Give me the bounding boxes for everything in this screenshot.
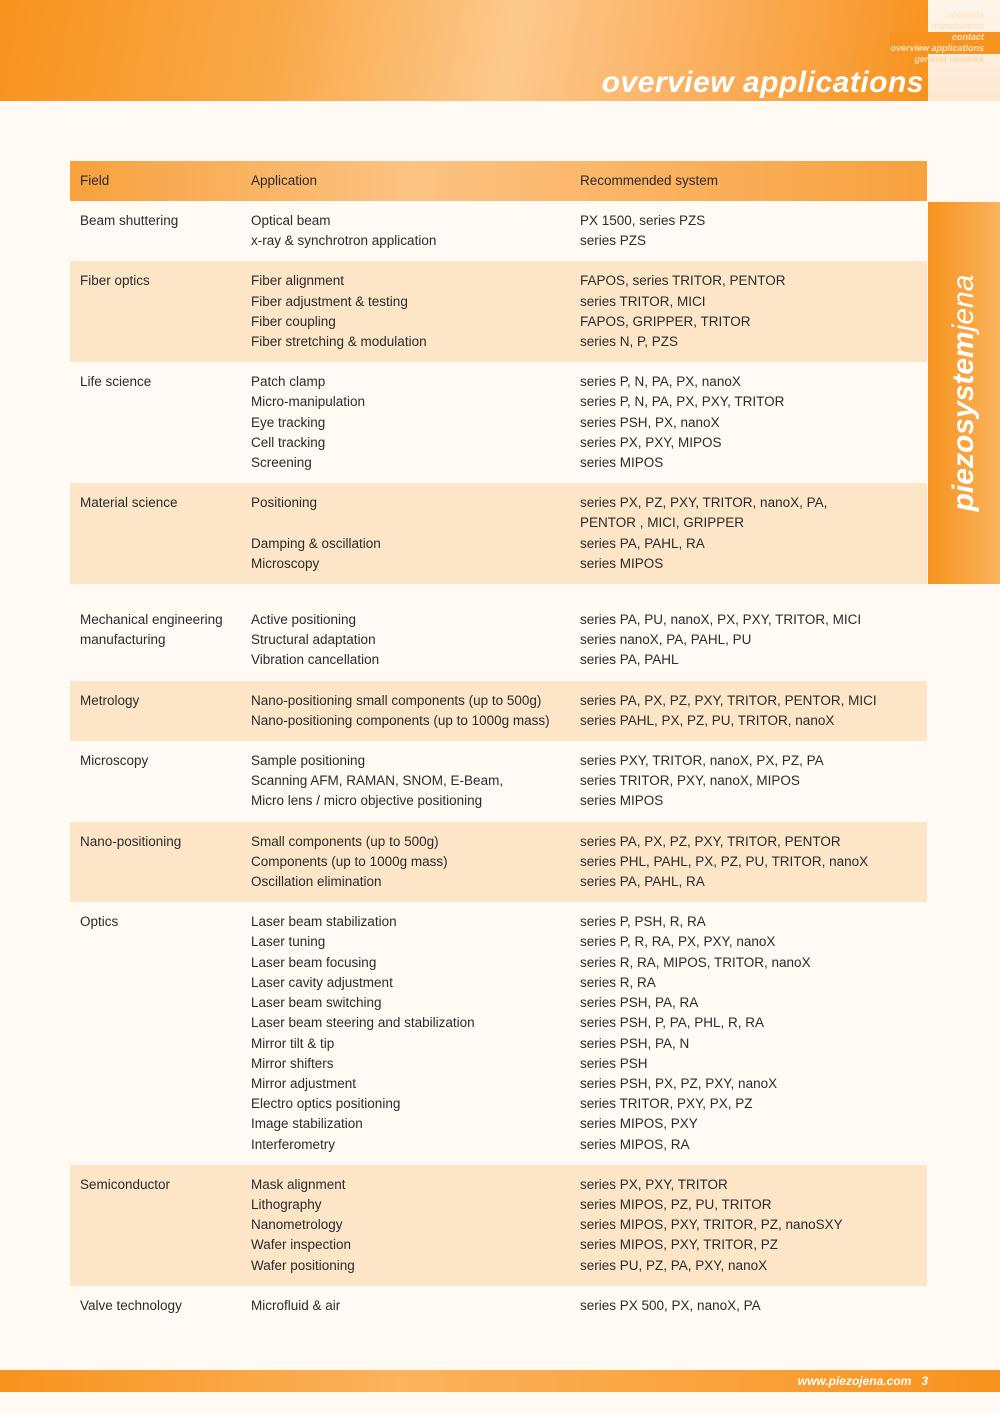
cell-line: Active positioning: [251, 612, 357, 628]
nav-item-general-remarks[interactable]: general remarks: [914, 54, 984, 64]
cell-line: Cell tracking: [251, 434, 326, 450]
cell-line: PENTOR , MICI, GRIPPER: [580, 515, 745, 531]
footer-bar: [0, 1370, 1000, 1392]
cell-line: Laser tuning: [251, 934, 326, 950]
cell-line: series MIPOS, PXY, TRITOR, PZ: [580, 1237, 779, 1253]
cell-line: Life science: [80, 374, 152, 390]
cell-line: series P, N, PA, PX, PXY, TRITOR: [580, 394, 785, 410]
brand-part2: jena: [947, 274, 980, 332]
cell-line: series PSH, PA, RA: [580, 995, 699, 1011]
application-cell: [241, 211, 570, 251]
cell-line: Components (up to 1000g mass): [251, 853, 448, 869]
header-application: Application: [251, 173, 318, 188]
table-row: [70, 741, 927, 822]
application-cell: [241, 1175, 570, 1276]
cell-line: series nanoX, PA, PAHL, PU: [580, 632, 752, 648]
cell-line: Image stabilization: [251, 1116, 363, 1132]
application-cell: [241, 271, 570, 352]
cell-line: series PSH, PX, nanoX: [580, 414, 720, 430]
application-cell: [241, 493, 570, 574]
cell-line: FAPOS, series TRITOR, PENTOR: [580, 273, 786, 289]
application-cell: [241, 912, 570, 1154]
cell-line: series PSH, PX, PZ, PXY, nanoX: [580, 1075, 778, 1091]
cell-line: Fiber adjustment & testing: [251, 293, 408, 309]
cell-line: series MIPOS, PXY: [580, 1116, 698, 1132]
cell-line: Small components (up to 500g): [251, 833, 439, 849]
cell-line: Micro lens / micro objective positioning: [251, 793, 483, 809]
field-cell: [70, 610, 241, 671]
cell-line: Nano-positioning small components (up to 500g): [251, 692, 542, 708]
header-recommended-system: Recommended system: [580, 173, 719, 188]
cell-line: series P, PSH, R, RA: [580, 914, 706, 930]
cell-line: series MIPOS, PZ, PU, TRITOR: [580, 1196, 772, 1212]
application-cell: [241, 691, 570, 731]
cell-line: series PXY, TRITOR, nanoX, PX, PZ, PA: [580, 753, 824, 769]
cell-line: Fiber coupling: [251, 313, 336, 329]
cell-line: series N, P, PZS: [580, 334, 679, 350]
cell-line: Positioning: [251, 495, 318, 511]
cell-line: series PHL, PAHL, PX, PZ, PU, TRITOR, nanoX: [580, 853, 869, 869]
cell-line: series PA, PAHL, RA: [580, 874, 705, 890]
cell-line: series P, N, PA, PX, nanoX: [580, 374, 741, 390]
cell-line: x-ray & synchrotron application: [251, 233, 437, 249]
cell-line: Sample positioning: [251, 753, 366, 769]
field-cell: [70, 912, 241, 1154]
system-cell: [570, 271, 927, 352]
section-nav: [890, 10, 984, 65]
cell-line: Micro-manipulation: [251, 394, 366, 410]
table-row: [70, 681, 927, 741]
table-row: [70, 600, 927, 681]
brand-logo: [947, 275, 981, 512]
cell-line: Eye tracking: [251, 414, 326, 430]
table-row: [70, 1286, 927, 1326]
cell-line: series MIPOS: [580, 555, 664, 571]
system-cell: [570, 372, 927, 473]
cell-line: Metrology: [80, 692, 140, 708]
cell-line: Interferometry: [251, 1136, 336, 1152]
cell-line: Microscopy: [80, 753, 149, 769]
cell-line: Optical beam: [251, 213, 331, 228]
cell-line: PX 1500, series PZS: [580, 213, 706, 228]
cell-line: Semiconductor: [80, 1176, 171, 1192]
application-cell: [241, 1296, 570, 1316]
cell-line: series R, RA: [580, 974, 656, 990]
cell-line: series PSH, P, PA, PHL, R, RA: [580, 1015, 765, 1031]
cell-line: Wafer positioning: [251, 1257, 355, 1273]
cell-line: Material science: [80, 495, 178, 511]
system-cell: [570, 832, 927, 893]
system-cell: [570, 912, 927, 1154]
cell-line: series PA, PAHL: [580, 652, 679, 668]
field-cell: [70, 211, 241, 251]
cell-line: Laser beam stabilization: [251, 914, 397, 930]
field-cell: [70, 493, 241, 574]
cell-line: series PZS: [580, 233, 647, 249]
cell-line: Lithography: [251, 1196, 322, 1212]
table-header: [70, 161, 927, 201]
cell-line: Screening: [251, 455, 312, 471]
cell-line: series PA, PX, PZ, PXY, TRITOR, PENTOR, MICI: [580, 692, 877, 708]
page-title: overview applications: [601, 66, 924, 99]
applications-table: [70, 161, 927, 1326]
cell-line: series TRITOR, PXY, nanoX, MIPOS: [580, 773, 800, 789]
system-cell: [570, 691, 927, 731]
cell-line: series PX 500, PX, nanoX, PA: [580, 1297, 761, 1313]
cell-line: series TRITOR, MICI: [580, 293, 706, 309]
system-cell: [570, 1296, 927, 1316]
cell-line: Beam shuttering: [80, 213, 179, 228]
field-cell: [70, 691, 241, 731]
cell-line: series PSH: [580, 1055, 648, 1071]
table-row: [70, 822, 927, 903]
system-cell: [570, 751, 927, 812]
table-row: [70, 362, 927, 483]
cell-line: series PX, PXY, MIPOS: [580, 434, 722, 450]
field-cell: [70, 271, 241, 352]
application-cell: [241, 372, 570, 473]
cell-line: Fiber alignment: [251, 273, 345, 289]
table-row: [70, 1165, 927, 1286]
cell-line: Optics: [80, 914, 119, 930]
cell-line: series MIPOS, RA: [580, 1136, 690, 1152]
application-cell: [241, 751, 570, 812]
application-cell: [241, 610, 570, 671]
cell-line: series PA, PX, PZ, PXY, TRITOR, PENTOR: [580, 833, 841, 849]
cell-line: series PX, PZ, PXY, TRITOR, nanoX, PA,: [580, 495, 828, 511]
cell-line: Damping & oscillation: [251, 535, 381, 551]
cell-line: FAPOS, GRIPPER, TRITOR: [580, 313, 751, 329]
field-cell: [70, 832, 241, 893]
field-cell: [70, 1296, 241, 1316]
cell-line: [251, 513, 570, 533]
table-row: [70, 902, 927, 1164]
footer-url[interactable]: www.piezojena.com: [797, 1374, 912, 1388]
cell-line: Fiber stretching & modulation: [251, 334, 427, 350]
cell-line: Mechanical engineering: [80, 612, 223, 628]
system-cell: [570, 493, 927, 574]
table-row: [70, 261, 927, 362]
cell-line: series PSH, PA, N: [580, 1035, 690, 1051]
cell-line: series MIPOS, PXY, TRITOR, PZ, nanoSXY: [580, 1217, 843, 1233]
field-cell: [70, 751, 241, 812]
cell-line: series MIPOS: [580, 793, 664, 809]
cell-line: Mirror shifters: [251, 1055, 334, 1071]
table-body: [70, 201, 927, 1326]
system-cell: [570, 1175, 927, 1276]
application-cell: [241, 832, 570, 893]
cell-line: series PA, PU, nanoX, PX, PXY, TRITOR, MICI: [580, 612, 862, 628]
nav-item-contents[interactable]: contents: [946, 10, 984, 20]
cell-line: Mirror tilt & tip: [251, 1035, 335, 1051]
cell-line: series TRITOR, PXY, PX, PZ: [580, 1096, 753, 1112]
cell-line: Laser beam steering and stabilization: [251, 1015, 475, 1031]
system-cell: [570, 211, 927, 251]
cell-line: series R, RA, MIPOS, TRITOR, nanoX: [580, 954, 811, 970]
field-cell: [70, 372, 241, 473]
cell-line: Mirror adjustment: [251, 1075, 357, 1091]
cell-line: Oscillation elimination: [251, 874, 382, 890]
cell-line: Laser beam focusing: [251, 954, 377, 970]
nav-item-overview-applications[interactable]: overview applications: [890, 43, 984, 53]
cell-line: Structural adaptation: [251, 632, 376, 648]
cell-line: Mask alignment: [251, 1176, 346, 1192]
cell-line: series PX, PXY, TRITOR: [580, 1176, 728, 1192]
footer-text: [798, 1374, 928, 1388]
nav-item-introduction[interactable]: introduction: [931, 21, 984, 31]
header-field: Field: [80, 173, 110, 188]
cell-line: Valve technology: [80, 1297, 182, 1313]
brand-part1: piezosystem: [947, 331, 980, 512]
table-row: [70, 201, 927, 261]
cell-line: Laser beam switching: [251, 995, 382, 1011]
cell-line: Laser cavity adjustment: [251, 974, 393, 990]
cell-line: Nano-positioning: [80, 833, 182, 849]
cell-line: Scanning AFM, RAMAN, SNOM, E-Beam,: [251, 773, 504, 789]
cell-line: manufacturing: [80, 632, 166, 648]
cell-line: series PA, PAHL, RA: [580, 535, 705, 551]
field-cell: [70, 1175, 241, 1276]
cell-line: Wafer inspection: [251, 1237, 352, 1253]
system-cell: [570, 610, 927, 671]
brand-side-tab: [928, 202, 1000, 584]
cell-line: Nano-positioning components (up to 1000g mass): [251, 712, 550, 728]
row-spacer: [70, 584, 927, 600]
cell-line: Microscopy: [251, 555, 320, 571]
nav-item-contact[interactable]: contact: [951, 32, 984, 42]
cell-line: Nanometrology: [251, 1217, 343, 1233]
cell-line: series PU, PZ, PA, PXY, nanoX: [580, 1257, 768, 1273]
cell-line: series MIPOS: [580, 455, 664, 471]
cell-line: Fiber optics: [80, 273, 150, 289]
table-row: [70, 483, 927, 584]
page-number: 3: [921, 1374, 928, 1388]
cell-line: Microfluid & air: [251, 1297, 341, 1313]
cell-line: series PAHL, PX, PZ, PU, TRITOR, nanoX: [580, 712, 835, 728]
cell-line: Patch clamp: [251, 374, 326, 390]
cell-line: Electro optics positioning: [251, 1096, 401, 1112]
cell-line: Vibration cancellation: [251, 652, 380, 668]
cell-line: series P, R, RA, PX, PXY, nanoX: [580, 934, 776, 950]
